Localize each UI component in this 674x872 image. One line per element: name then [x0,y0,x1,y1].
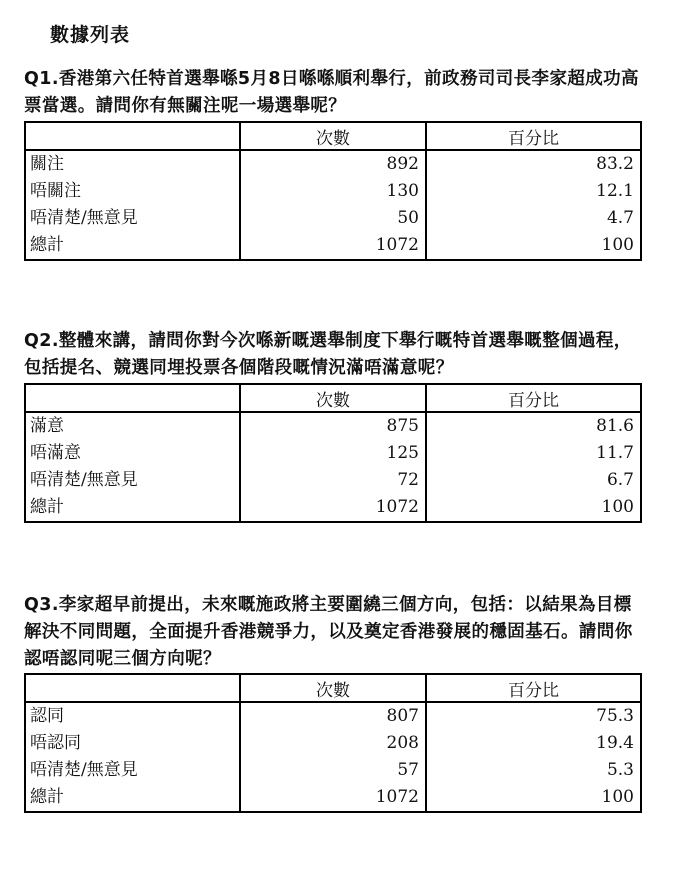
row-label: 唔清楚/無意見 [25,757,240,784]
row-label: 關注 [25,150,240,178]
header-percent: 百分比 [426,122,641,150]
table-row [25,757,641,784]
row-count: 875 [240,412,426,440]
row-label: 唔滿意 [25,440,240,467]
header-label-cell [25,384,240,412]
table-row [25,467,641,494]
row-label: 唔關注 [25,178,240,205]
row-percent: 5.3 [426,757,641,784]
header-count: 次數 [240,674,426,702]
row-count: 72 [240,467,426,494]
row-label: 唔清楚/無意見 [25,467,240,494]
question-1-table [24,121,642,261]
table-row [25,412,641,440]
row-percent: 6.7 [426,467,641,494]
row-count: 57 [240,757,426,784]
row-percent: 100 [426,784,641,812]
row-count: 50 [240,205,426,232]
table-row [25,702,641,730]
table-row-total [25,494,641,522]
header-count: 次數 [240,122,426,150]
row-percent: 81.6 [426,412,641,440]
row-percent: 100 [426,232,641,260]
table-row [25,150,641,178]
row-count: 1072 [240,494,426,522]
row-percent: 19.4 [426,730,641,757]
header-label-cell [25,674,240,702]
table-row [25,178,641,205]
row-percent: 83.2 [426,150,641,178]
table-row-total [25,784,641,812]
row-count: 130 [240,178,426,205]
table-row [25,205,641,232]
header-percent: 百分比 [426,384,641,412]
row-label: 滿意 [25,412,240,440]
row-count: 892 [240,150,426,178]
table-header-row [25,122,641,150]
row-count: 1072 [240,784,426,812]
row-percent: 11.7 [426,440,641,467]
row-percent: 100 [426,494,641,522]
header-percent: 百分比 [426,674,641,702]
page-title: 數據列表 [50,24,131,46]
row-count: 208 [240,730,426,757]
row-count: 1072 [240,232,426,260]
row-label: 總計 [25,232,240,260]
question-1-text: Q1.香港第六任特首選舉喺5月8日喺喺順利舉行，前政務司司長李家超成功高票當選。請問你有無關注呢一場選舉呢？ [24,69,639,116]
row-percent: 4.7 [426,205,641,232]
row-label: 總計 [25,494,240,522]
row-percent: 12.1 [426,178,641,205]
row-count: 125 [240,440,426,467]
row-percent: 75.3 [426,702,641,730]
row-label: 認同 [25,702,240,730]
question-2-table [24,383,642,523]
table-row-total [25,232,641,260]
table-header-row [25,384,641,412]
row-count: 807 [240,702,426,730]
question-3-table [24,673,642,813]
row-label: 唔清楚/無意見 [25,205,240,232]
question-2-text: Q2.整體來講，請問你對今次喺新嘅選舉制度下舉行嘅特首選舉嘅整個過程，包括提名、競選同埋投票各個階段嘅情況滿唔滿意呢？ [24,331,632,378]
table-header-row [25,674,641,702]
header-label-cell [25,122,240,150]
header-count: 次數 [240,384,426,412]
row-label: 總計 [25,784,240,812]
table-row [25,440,641,467]
table-row [25,730,641,757]
row-label: 唔認同 [25,730,240,757]
question-3-text: Q3.李家超早前提出，未來嘅施政將主要圍繞三個方向，包括：以結果為目標解決不同問題，全面提升香港競爭力，以及奠定香港發展的穩固基石。請問你認唔認同呢三個方向呢？ [24,595,633,669]
